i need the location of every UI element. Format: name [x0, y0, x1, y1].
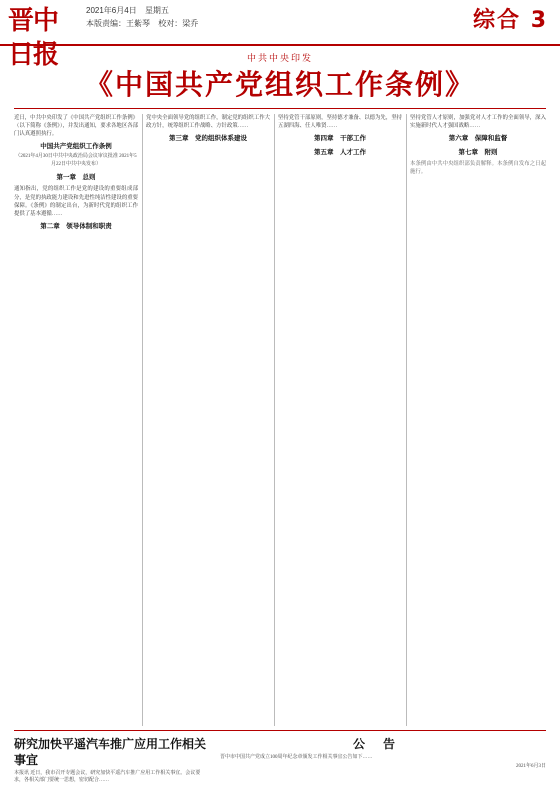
column-4-body: 坚持党管人才原则，加强党对人才工作的全面领导，深入实施新时代人才强国战略…… — [410, 115, 546, 130]
column-divider — [406, 114, 407, 726]
chapter-4-heading: 第四章 干部工作 — [314, 135, 366, 143]
chapter-1-heading: 第一章 总则 — [56, 174, 96, 182]
headline-byline: 中共中央印发 — [246, 54, 313, 64]
proofreader: 校对：梁乔 — [158, 19, 199, 28]
regulation-note: （2021年4月30日中共中央政治局会议审议批准 2021年5月22日中共中央发布） — [15, 153, 137, 168]
headline-block — [14, 52, 546, 106]
intro-paragraph: 近日，中共中央印发了《中国共产党组织工作条例》（以下简称《条例》），并发出通知，要求各地区各部门认真遵照执行。 — [14, 115, 138, 138]
chapter-3-heading: 第三章 党的组织体系建设 — [169, 135, 247, 143]
column-divider — [142, 114, 143, 726]
regulation-title: 中国共产党组织工作条例 — [40, 142, 112, 150]
divider-bottom — [14, 730, 546, 731]
column-3-body: 坚持党管干部原则，坚持德才兼备、以德为先，坚持五湖四海、任人唯贤…… — [278, 115, 402, 130]
column-1-body: 通知指出，党的组织工作是党的建设的重要组成部分，是党的执政能力建设和先进性纯洁性建设的重要保障。《条例》的制定出台，为新时代党的组织工作提供了基本遵循…… — [14, 186, 138, 218]
notice-body: 晋中市中国共产党成立100周年纪念章颁发工作相关事宜公告如下…… — [220, 755, 373, 760]
article-column-3 — [278, 114, 402, 726]
article-column-2 — [146, 114, 270, 726]
section-title: 综合 3 — [473, 8, 548, 33]
weekday: 星期五 — [144, 6, 169, 15]
chapter-6-heading: 第六章 保障和监督 — [448, 135, 508, 143]
news-body: 本报讯 近日，我市召开专题会议，研究加快平遥汽车推广应用工作相关事宜。会议要求，各相关部门要统一思想，密切配合…… — [14, 771, 201, 784]
issue-date: 2021年6月4日 — [86, 6, 137, 15]
column-divider — [274, 114, 275, 726]
editor: 本版责编：王紫琴 — [86, 19, 150, 28]
closing-paragraph: 本条例由中共中央组织部负责解释。本条例自发布之日起施行。 — [410, 160, 546, 176]
masthead-logo: 晋中日报 — [8, 6, 59, 70]
article-column-1 — [14, 114, 138, 726]
notice-title: 公告 — [352, 737, 413, 751]
article-column-4 — [410, 114, 546, 726]
news-article — [14, 736, 210, 796]
column-2-body: 党中央全面领导党的组织工作，制定党的组织工作大政方针，统筹组织工作战略、方针政策…… — [146, 115, 270, 130]
chapter-5-heading: 第五章 人才工作 — [314, 148, 366, 156]
news-headline: 研究加快平遥汽车推广应用工作相关事宜 — [14, 737, 207, 767]
divider-top — [14, 108, 546, 109]
headline: 《中国共产党组织工作条例》 — [84, 68, 475, 101]
notice-date: 2021年6月3日 — [515, 764, 546, 770]
chapter-2-heading: 第二章 领导体制和职责 — [40, 223, 112, 231]
issue-meta — [86, 4, 256, 30]
chapter-7-heading: 第七章 附则 — [458, 148, 498, 156]
notice-block — [220, 736, 546, 796]
